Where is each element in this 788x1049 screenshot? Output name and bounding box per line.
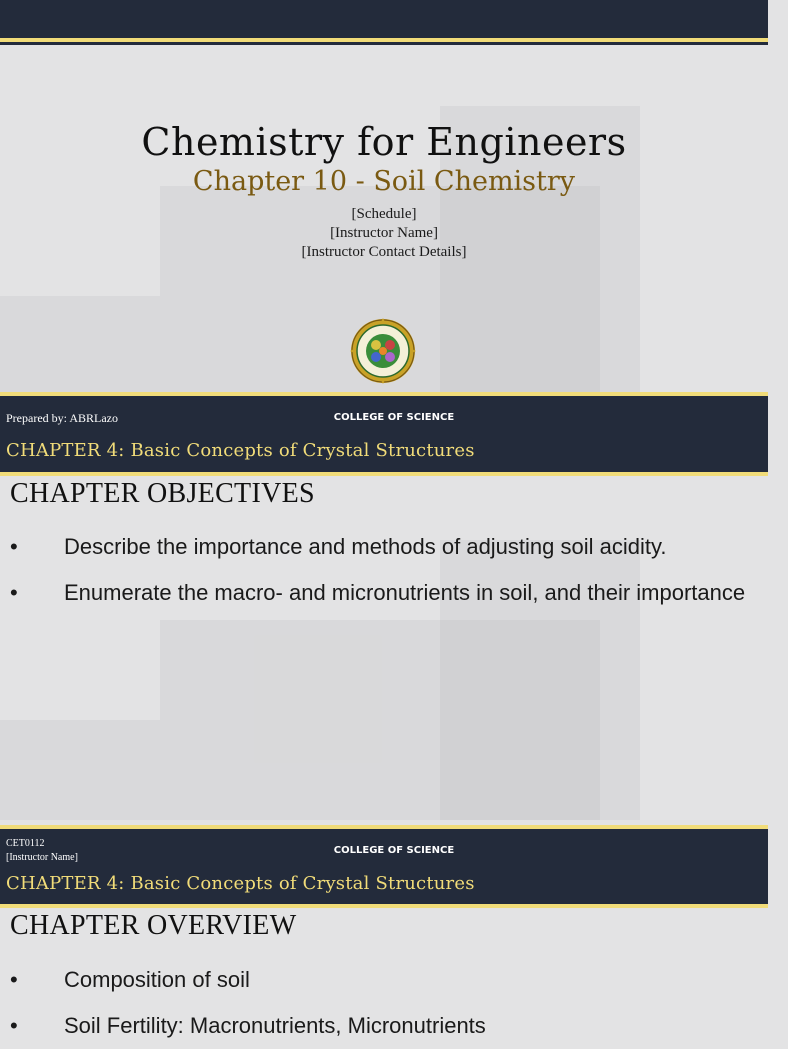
- overview-item: [10, 957, 750, 1003]
- slide3-header-gold-stripe: [0, 904, 768, 908]
- college-label: COLLEGE OF SCIENCE: [333, 412, 455, 423]
- objective-item: [10, 524, 750, 570]
- slide-subtitle: Chapter 10 - Soil Chemistry: [192, 166, 576, 197]
- schedule-placeholder: [Schedule]: [351, 206, 417, 222]
- chapter-banner: CHAPTER 4: Basic Concepts of Crystal Structures: [6, 440, 475, 461]
- objective-text: Enumerate the macro- and micronutrients in soil, and their importance: [64, 580, 746, 605]
- slide2-header-gold-stripe: [0, 472, 768, 476]
- instructor-contact-placeholder: [Instructor Contact Details]: [301, 244, 467, 260]
- overview-text: Composition of soil: [64, 967, 250, 992]
- course-code-text: CET0112: [6, 838, 45, 849]
- instructor-name-text: [Instructor Name]: [6, 852, 78, 863]
- overview-item: [10, 1003, 750, 1049]
- chapter-banner: CHAPTER 4: Basic Concepts of Crystal Structures: [6, 873, 475, 894]
- objective-item: [10, 570, 750, 616]
- top-header-bar: [0, 0, 768, 38]
- bullet-icon: •: [10, 967, 18, 992]
- college-label: COLLEGE OF SCIENCE: [333, 845, 455, 856]
- prepared-by-text: Prepared by: ABRLazo: [6, 411, 118, 425]
- overview-text: Soil Fertility: Macronutrients, Micronutrients: [64, 1013, 486, 1038]
- slide-title: Chemistry for Engineers: [141, 120, 627, 164]
- instructor-name-placeholder: [Instructor Name]: [330, 225, 438, 241]
- college-seal-icon: [350, 318, 416, 384]
- overview-heading: CHAPTER OVERVIEW: [10, 910, 297, 941]
- bullet-icon: •: [10, 534, 18, 559]
- bullet-icon: •: [10, 580, 18, 605]
- objectives-heading: CHAPTER OBJECTIVES: [10, 478, 315, 509]
- objective-text: Describe the importance and methods of adjusting soil acidity.: [64, 534, 667, 559]
- bullet-icon: •: [10, 1013, 18, 1038]
- top-header-underline: [0, 42, 768, 45]
